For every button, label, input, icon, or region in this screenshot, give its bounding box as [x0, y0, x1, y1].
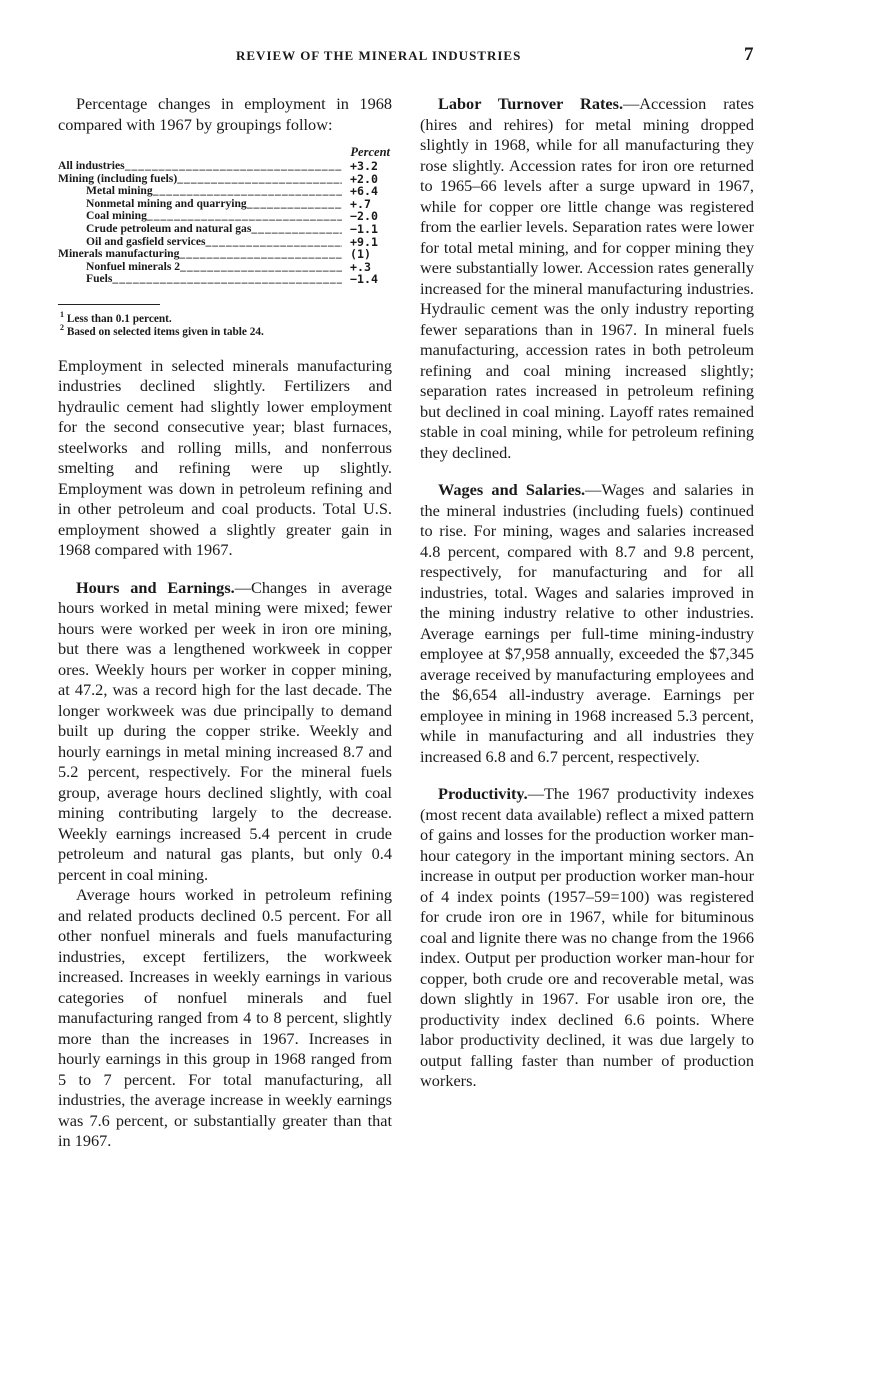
- row-value: +2.0: [350, 171, 378, 186]
- leader-dots: [251, 223, 342, 236]
- footnote-rule: [58, 304, 160, 305]
- row-label: Coal mining: [86, 210, 147, 223]
- running-head: REVIEW OF THE MINERAL INDUSTRIES: [236, 48, 522, 63]
- footnote-1: $^1$ Less than 0.1 percent.: [60, 310, 172, 325]
- right-column: [420, 94, 754, 1092]
- table-row: [58, 248, 392, 261]
- row-value: +3.2: [350, 159, 378, 173]
- leader-dots: [247, 198, 342, 211]
- table-row: [58, 185, 392, 198]
- row-label: Fuels: [86, 273, 113, 286]
- productivity-paragraph: Productivity.—The 1967 productivity indexes (most recent data available) reflect a mixed pattern of gains and losses for the production worker man-hour category in the important mining sectors. An increase in output per production worker man-hour of 4 index points (1957–59=100) was registered for crude iron ore in 1967, while for bituminous coal and lignite there was no change from the 1966 index. Output per production worker man-hour for copper, both crude ore and recoverable metal, was down slightly in 1967. For usable iron ore, the productivity index declined 6.6 points. Where labor productivity declined, it was due largely to output falling faster than number of production workers.: [420, 784, 754, 1090]
- row-value: +.7: [350, 196, 371, 211]
- hours-earnings-paragraph: Hours and Earnings.—Changes in average hours worked in metal mining were mixed; fewer hours were worked per week in iron ore mining, but there was a lengthened workweek in copper ores. Weekly hours per worker in copper mining, at 47.2, was a record high for the last decade. The longer workweek was due principally to demand built up during the copper strike. Weekly and hourly earnings in metal mining increased 8.7 and 5.2 percent, respectively. For the mineral fuels group, average hours declined slightly, with coal mining contributing largely to the decrease. Weekly earnings increased 5.4 percent in crude petroleum and natural gas plants, but only 0.4 percent in coal mining.: [58, 577, 392, 884]
- table-row: [58, 210, 392, 223]
- leader-dots: [112, 273, 342, 286]
- section-heading: Wages and Salaries.: [438, 480, 586, 499]
- row-label: Oil and gasfield services: [86, 235, 206, 248]
- section-heading: Hours and Earnings.: [76, 577, 235, 597]
- leader-dots: [147, 210, 342, 223]
- employment-paragraph: Employment in selected minerals manufacturing industries declined slightly. Fertilizers and hydraulic cement had slightly lower employment for the second consecutive year; blast furnaces, steelworks and rolling mills, and nonferrous smelting and refining were up slightly. Employment was down in petroleum refining and in other petroleum and coal products. Total U.S. employment showed a slightly greater gain in 1968 compared with 1967.: [58, 355, 392, 560]
- hours-paragraph-2: Average hours worked in petroleum refining and related products declined 0.5 percent. For all other nonfuel minerals and fuels manufacturing industries, except fertilizers, the workweek increased. Increases in weekly earnings in various categories of nonfuel minerals and fuel manufacturing ranged from 4 to 8 percent, slightly more than the increases in 1967. Increases in hourly earnings in this group in 1968 ranged from 5 to 7 percent. For total manufacturing, all industries, the average increase in weekly earnings was 7.6 percent, or substantially greater than that in 1967.: [58, 885, 392, 1151]
- row-label: Minerals manufacturing: [58, 248, 180, 261]
- table-row: [58, 236, 392, 249]
- table-row: [58, 261, 392, 274]
- table-row: [58, 223, 392, 236]
- row-label: Nonmetal mining and quarrying: [86, 197, 247, 210]
- section-heading: Productivity.: [438, 784, 528, 803]
- intro-paragraph: Percentage changes in employment in 1968 compared with 1967 by groupings follow:: [58, 94, 392, 134]
- labor-turnover-paragraph: Labor Turnover Rates.—Accession rates (hires and rehires) for metal mining dropped slightly in 1968, while for all manufacturing they rose slightly. Accession rates for iron ore returned to 1965–66 levels after a surge upward in 1967, while for copper ore little change was registered from the earlier levels. Separation rates were lower for total metal mining, and for copper mining they were substantially lower. Accession rates generally increased for the mineral manufacturing industries. Hydraulic cement was the only industry reporting fewer separations than in 1967. In mineral fuels manufacturing, accession rates in both petroleum refining and coal mining increased slightly; separation rates increased in petroleum refining but declined in coal mining. Layoff rates remained stable in coal mining, while for petroleum refining they declined.: [420, 94, 754, 462]
- leader-dots: [180, 261, 342, 274]
- leader-dots: [153, 185, 342, 198]
- left-column: [58, 94, 392, 1152]
- row-value: −2.0: [350, 209, 378, 224]
- row-label: Crude petroleum and natural gas: [86, 222, 252, 235]
- leader-dots: [179, 248, 342, 261]
- leader-dots: [177, 173, 342, 186]
- leader-dots: [125, 160, 342, 173]
- table-row: [58, 273, 392, 286]
- row-label: Nonfuel minerals 2: [86, 260, 181, 273]
- row-value: −1.4: [350, 272, 378, 287]
- row-value: (1): [350, 247, 371, 262]
- table-column-header: Percent: [350, 145, 390, 159]
- row-label: Metal mining: [86, 185, 153, 198]
- row-value: +.3: [350, 259, 371, 274]
- footnote-2: $^2$ Based on selected items given in table 24.: [60, 323, 264, 339]
- row-value: +9.1: [350, 234, 378, 249]
- row-value: +6.4: [350, 184, 378, 199]
- wages-salaries-paragraph: Wages and Salaries.—Wages and salaries in the mineral industries (including fuels) continued to rise. For mining, wages and salaries increased 4.8 percent, compared with 8.7 and 9.8 percent, respectively, for manufacturing and for all industries, total. Wages and salaries improved in the mining industry relative to other industries. Average earnings per full-time mining-industry employee at $7,958 annually, exceeded the $7,345 average received by manufacturing employees and the $6,654 all-industry average. Earnings per employee in mining in 1968 increased 5.3 percent, while in manufacturing and all industries they increased 6.8 and 6.7 percent, respectively.: [420, 480, 754, 766]
- table-rows: [58, 160, 392, 286]
- row-label: All industries: [58, 160, 125, 172]
- table-row: [58, 198, 392, 211]
- row-value: −1.1: [350, 221, 378, 236]
- page-number: 7: [744, 44, 754, 65]
- employment-table: [58, 145, 392, 286]
- row-label: Mining (including fuels): [58, 172, 178, 185]
- table-row: [58, 173, 392, 186]
- table-row: [58, 160, 392, 173]
- section-heading: Labor Turnover Rates.: [438, 94, 624, 113]
- leader-dots: [205, 236, 342, 249]
